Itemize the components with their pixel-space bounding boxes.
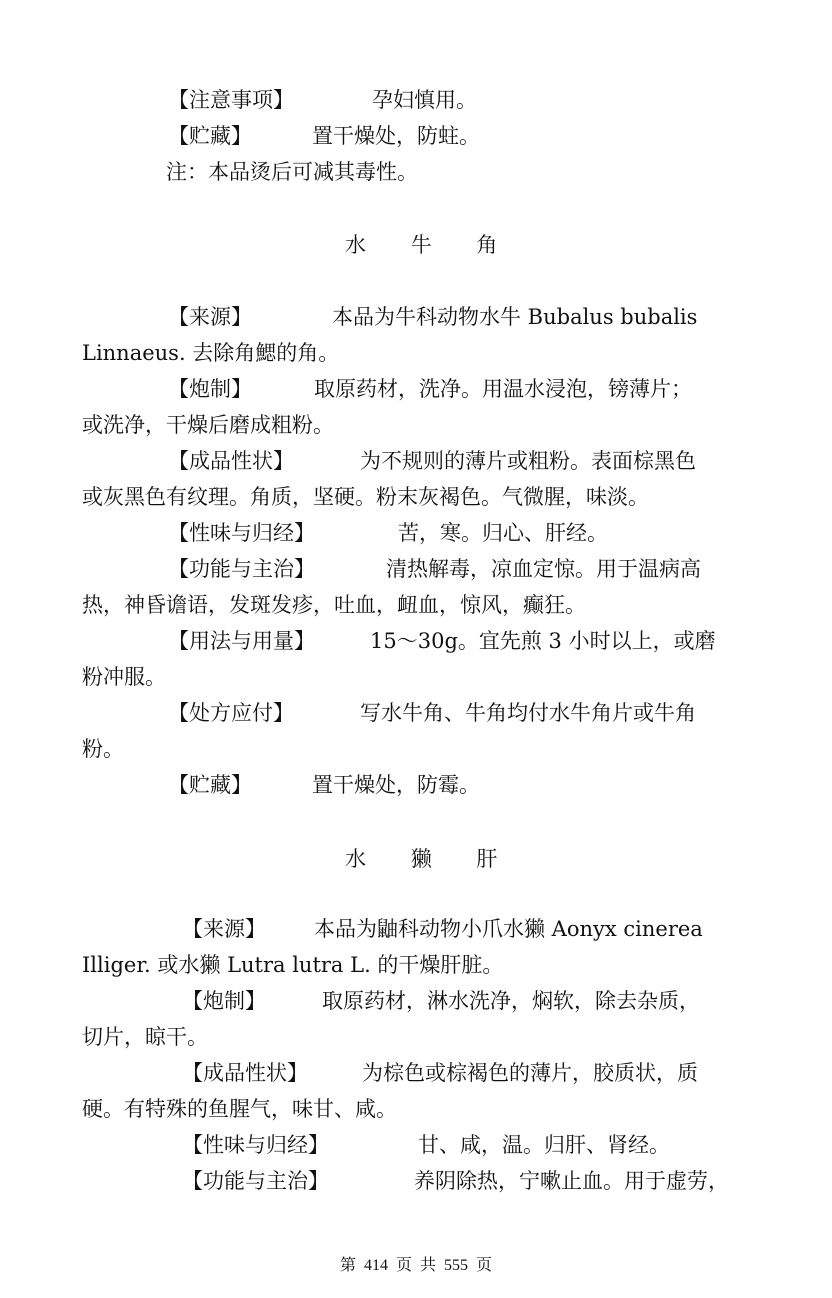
function-text-2: 热，神昏谵语，发斑发疹，吐血，衄血，惊风，癫狂。 <box>82 593 586 617</box>
total-pages: 555 <box>444 1257 469 1274</box>
source-label: 【来源】 <box>182 917 266 941</box>
title-char: 角 <box>476 233 498 257</box>
processing-text-2: 切片，晾干。 <box>82 1025 208 1049</box>
source-label: 【来源】 <box>168 305 252 329</box>
function-text-1: 养阴除热，宁嗽止血。用于虚劳， <box>414 1169 729 1193</box>
storage-label: 【贮藏】 <box>168 124 252 148</box>
source-text-1: 本品为鼬科动物小爪水獭 Aonyx cinerea <box>314 917 703 941</box>
section-title-otter-liver <box>345 845 497 873</box>
prescription-label: 【处方应付】 <box>168 701 294 725</box>
processing-text-1: 取原药材，淋水洗净，焖软，除去杂质， <box>322 989 700 1013</box>
function-label: 【功能与主治】 <box>182 1169 329 1193</box>
processing-label: 【炮制】 <box>168 377 252 401</box>
title-char: 水 <box>345 847 366 871</box>
taste-meridian-text: 甘、咸，温。归肝、肾经。 <box>418 1133 670 1157</box>
storage-text: 置干燥处，防霉。 <box>312 773 480 797</box>
character-text-1: 为棕色或棕褐色的薄片，胶质状，质 <box>362 1061 698 1085</box>
footer-suffix: 页 <box>476 1257 493 1274</box>
storage-text: 置干燥处，防蛀。 <box>312 124 480 148</box>
source-text-1: 本品为牛科动物水牛 Bubalus bubalis <box>332 305 698 329</box>
character-text-1: 为不规则的薄片或粗粉。表面棕黑色 <box>360 449 696 473</box>
usage-text-2: 粉冲服。 <box>82 665 166 689</box>
precaution-label: 【注意事项】 <box>168 88 294 112</box>
prescription-text-1: 写水牛角、牛角均付水牛角片或牛角 <box>360 701 696 725</box>
source-text-2: Illiger. 或水獭 Lutra lutra L. 的干燥肝脏。 <box>82 953 504 977</box>
usage-label: 【用法与用量】 <box>168 629 315 653</box>
character-text-2: 硬。有特殊的鱼腥气，味甘、咸。 <box>82 1097 397 1121</box>
footer-prefix: 第 <box>339 1257 356 1274</box>
prescription-text-2: 粉。 <box>82 737 124 761</box>
taste-meridian-label: 【性味与归经】 <box>168 521 315 545</box>
note: 注：本品烫后可减其毒性。 <box>166 160 418 184</box>
processing-text-1: 取原药材，洗净。用温水浸泡，镑薄片； <box>314 377 692 401</box>
title-char: 牛 <box>410 233 432 257</box>
taste-meridian-label: 【性味与归经】 <box>182 1133 329 1157</box>
page-footer <box>0 1256 832 1276</box>
section-title-water-buffalo-horn <box>345 231 497 259</box>
function-text-1: 清热解毒，凉血定惊。用于温病高 <box>386 557 701 581</box>
footer-page-word: 页 <box>395 1257 412 1274</box>
source-text-2: Linnaeus. 去除角鰓的角。 <box>82 341 340 365</box>
character-text-2: 或灰黑色有纹理。角质，坚硬。粉末灰褐色。气微腥，味淡。 <box>82 485 649 509</box>
footer-total-word: 共 <box>420 1257 437 1274</box>
storage-label: 【贮藏】 <box>168 773 252 797</box>
title-char: 獭 <box>410 847 432 871</box>
title-char: 肝 <box>476 847 498 871</box>
title-char: 水 <box>345 233 366 257</box>
function-label: 【功能与主治】 <box>168 557 315 581</box>
processing-text-2: 或洗净，干燥后磨成粗粉。 <box>82 413 334 437</box>
character-label: 【成品性状】 <box>168 449 294 473</box>
character-label: 【成品性状】 <box>182 1061 308 1085</box>
processing-label: 【炮制】 <box>182 989 266 1013</box>
precaution-text: 孕妇慎用。 <box>372 88 477 112</box>
taste-meridian-text: 苦，寒。归心、肝经。 <box>398 521 608 545</box>
usage-text-1: 15～30g。宜先煎 3 小时以上，或磨 <box>370 629 716 653</box>
page-number: 414 <box>363 1257 388 1274</box>
